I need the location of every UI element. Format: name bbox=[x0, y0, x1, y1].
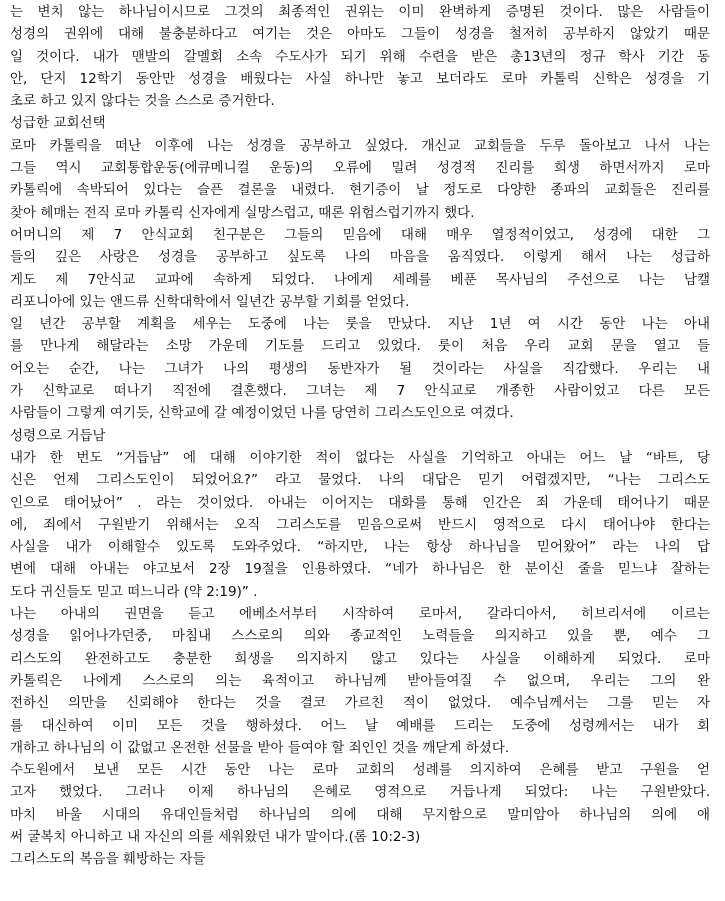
text-line: 신은 언제 그리스도인이 되었어요?” 라고 물었다. 나의 대답은 믿기 어렵겠지만, “나는 그리스도 bbox=[10, 472, 710, 489]
text-line: 도다 귀신들도 믿고 떠느니라 (약 2:19)” . bbox=[10, 583, 258, 600]
document-body bbox=[10, 1, 710, 871]
text-line: 내가 한 번도 “거듭남” 에 대해 이야기한 적이 없다는 사실을 기억하고 아내는 어느 날 “바트, 당 bbox=[10, 449, 710, 466]
text-line: 카톨릭은 나에게 스스로의 의는 육적이고 하나님께 받아들여질 수 없으며, 우리는 그의 완 bbox=[10, 672, 710, 689]
section-heading: 그리스도의 복음을 훼방하는 자들 bbox=[10, 851, 206, 868]
paragraph bbox=[10, 224, 710, 313]
text-line: 는 변치 않는 하나님이시므로 그것의 최종적인 권위는 이미 완벽하게 증명된 것이다. 많은 사람들이 bbox=[10, 4, 710, 20]
text-line: 찾아 헤매는 전직 로마 카톨릭 신자에게 실망스럽고, 때론 위험스럽기까지 했다. bbox=[10, 204, 475, 221]
text-line: 카톨릭에 속박되어 있다는 슬픈 결론을 내렸다. 현기증이 날 정도로 다양한 종파의 교회들은 진리를 bbox=[10, 182, 710, 199]
section-heading: 성급한 교회선택 bbox=[10, 115, 106, 132]
text-line: 초로 하고 있지 않다는 것을 스스로 증거한다. bbox=[10, 93, 275, 110]
text-line: 전하신 의만을 신뢰해야 한다는 것을 결코 가르친 적이 없었다. 예수님께서는 그를 믿는 자 bbox=[10, 695, 710, 712]
text-line: 에, 죄에서 구원받기 위해서는 오직 그리스도를 믿음으로써 반드시 영적으로 다시 태어나야 한다는 bbox=[10, 516, 710, 533]
text-line: 를 대신하여 이미 모든 것을 행하셨다. 어느 날 예배를 드리는 도중에 성령께서는 내가 회 bbox=[10, 717, 710, 734]
section-heading: 성령으로 거듭남 bbox=[10, 427, 106, 444]
text-line: 로마 카톨릭을 떠난 이후에 나는 성경을 공부하고 싶었다. 개신교 교회들을 두루 돌아보고 나서 나는 bbox=[10, 137, 710, 154]
paragraph bbox=[10, 603, 710, 759]
text-line: 사실을 내가 이해할수 있도록 도와주었다. “하지만, 나는 항상 하나님을 믿어왔어” 라는 나의 답 bbox=[10, 539, 710, 556]
text-line: 게도 제 7안식교 교파에 속하게 되었다. 나에게 세례를 베푼 목사님의 주선으로 나는 남캘 bbox=[10, 271, 710, 288]
text-line: 가 신학교로 떠나기 직전에 결혼했다. 그녀는 제 7 안식교로 개종한 사람이었고 다른 모든 bbox=[10, 383, 710, 400]
text-line: 어머니의 제 7 안식교회 친구분은 그들의 믿음에 대해 매우 열정적이었고, 성경에 대한 그 bbox=[10, 226, 710, 243]
text-line: 리스도의 완전하고도 충분한 희생을 의지하지 않고 있다는 사실을 이해하게 되었다. 로마 bbox=[10, 650, 710, 667]
text-line: 를 만나게 해달라는 소망 가운데 기도를 드리고 있었다. 룻이 처음 우리 교회 문을 열고 들 bbox=[10, 338, 710, 355]
text-line: 수도원에서 보낸 모든 시간 동안 나는 로마 교회의 성례를 의지하여 은혜를 받고 구원을 얻 bbox=[10, 762, 710, 779]
text-line: 변에 대해 아내는 야고보서 2장 19절을 인용하였다. “네가 하나님은 한 분이신 줄을 믿느냐 잘하는 bbox=[10, 561, 710, 578]
text-line: 성경을 읽어나가던중, 마침내 스스로의 의와 종교적인 노력들을 의지하고 있을 뿐, 예수 그 bbox=[10, 628, 710, 645]
text-line: 고자 했었다. 그러나 이제 하나님의 은혜로 영적으로 거듭나게 되었다: 나는 구원받았다. bbox=[10, 784, 710, 801]
paragraph bbox=[10, 447, 710, 603]
text-line: 개하고 하나님의 이 값없고 온전한 선물을 받아 들여야 할 죄인인 것을 깨닫게 하셨다. bbox=[10, 739, 510, 756]
text-line: 일 년간 공부할 계획을 세우는 도중에 나는 룻을 만났다. 지난 1년 여 시간 동안 나는 아내 bbox=[10, 316, 710, 333]
paragraph bbox=[10, 1, 710, 112]
text-line: 일 것이다. 내가 맨발의 갈멜회 소속 수도사가 되기 위해 수련을 받은 총13년의 정규 학사 기간 동 bbox=[10, 48, 710, 65]
text-line: 인으로 태어났어” . 라는 것이었다. 아내는 이어지는 대화를 통해 인간은 죄 가운데 태어나기 때문 bbox=[10, 494, 710, 511]
text-line: 사람들이 그렇게 여기듯, 신학교에 갈 예정이었던 나를 당연히 그리스도인으로 여겼다. bbox=[10, 405, 514, 422]
text-line: 마치 바울 시대의 유대인들처럼 하나님의 의에 대해 무지함으로 말미암아 하나님의 의에 애 bbox=[10, 806, 710, 823]
text-line: 어오는 순간, 나는 그녀가 나의 평생의 동반자가 될 것이라는 사실을 직감했다. 우리는 내 bbox=[10, 360, 710, 377]
paragraph bbox=[10, 135, 710, 224]
text-line: 나는 아내의 권면을 듣고 에베소서부터 시작하여 로마서, 갈라디아서, 히브리서에 이르는 bbox=[10, 606, 710, 623]
text-line: 그들 역시 교회통합운동(에큐메니컬 운동)의 오류에 밀려 성경적 진리를 희생 하면서까지 로마 bbox=[10, 160, 710, 177]
paragraph bbox=[10, 759, 710, 848]
text-line: 성경의 권위에 대해 불충분하다고 여기는 것은 아마도 그들이 성경을 철저히 공부하지 않았기 때문 bbox=[10, 26, 710, 43]
text-line: 들의 깊은 사랑은 성경을 공부하고 싶도록 나의 마음을 움직였다. 이렇게 해서 나는 성급하 bbox=[10, 249, 710, 266]
paragraph bbox=[10, 313, 710, 424]
text-line: 리포니아에 있는 앤드류 신학대학에서 일년간 공부할 기회를 얻었다. bbox=[10, 293, 410, 310]
text-line: 써 굴복치 아니하고 내 자신의 의를 세워왔던 내가 말이다.(롬 10:2-3) bbox=[10, 828, 421, 845]
text-line: 안, 단지 12학기 동안만 성경을 배웠다는 사실 하나만 놓고 보더라도 로마 카톨릭 신학은 성경을 기 bbox=[10, 70, 710, 87]
